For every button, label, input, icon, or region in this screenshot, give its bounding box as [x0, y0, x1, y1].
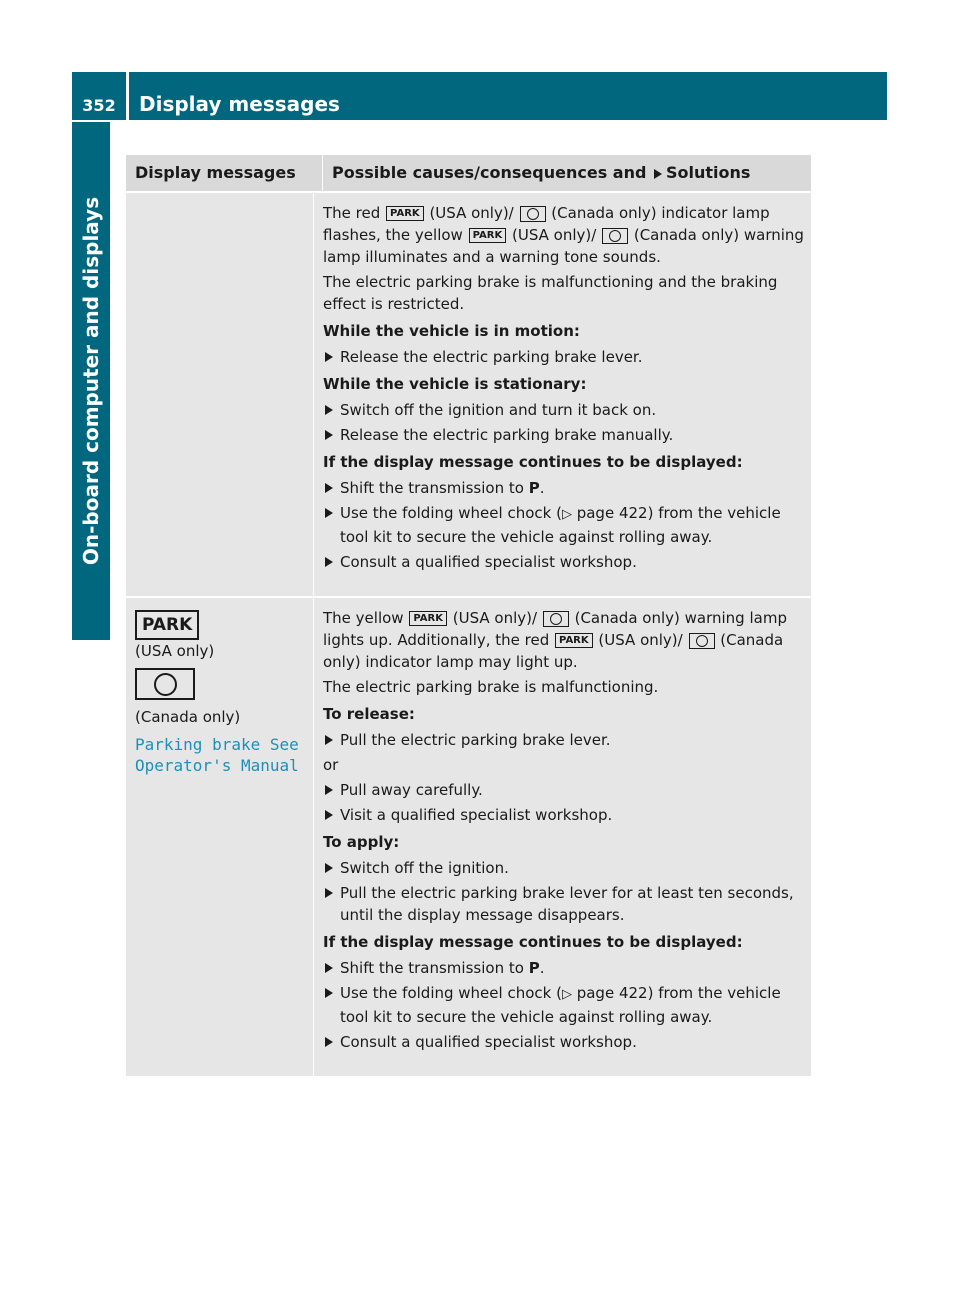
arrow-icon	[325, 483, 333, 493]
step-text: Pull the electric parking brake lever.	[340, 731, 611, 749]
table-row	[126, 596, 811, 1076]
canada-only-label: (Canada only)	[135, 708, 241, 726]
page-title: Display messages	[139, 92, 340, 116]
arrow-icon	[325, 430, 333, 440]
col-header-solutions-text-a: Possible causes/consequences and	[332, 163, 647, 182]
step-text: Consult a qualified specialist workshop.	[340, 1033, 637, 1051]
page-ref-icon: ▷	[561, 987, 572, 1002]
parking-brake-circle-icon	[689, 633, 715, 649]
arrow-icon	[325, 988, 333, 998]
table-header	[126, 155, 811, 191]
text: (USA only)/	[452, 609, 538, 627]
col-header-solutions-text-b: Solutions	[666, 163, 751, 182]
arrow-icon	[325, 735, 333, 745]
list-item	[323, 1031, 805, 1053]
text: (Canada only) indicator lamp flashes, the yellow	[323, 204, 770, 244]
arrow-icon	[325, 863, 333, 873]
parking-brake-circle-icon	[520, 206, 546, 222]
chapter-title: On-board computer and displays	[79, 196, 103, 566]
page-ref-icon: ▷	[561, 507, 572, 522]
text: (USA only)/	[598, 631, 683, 649]
step-text: Pull the electric parking brake lever for at least ten seconds, until the display message disappears.	[340, 884, 794, 924]
step-text: Release the electric parking brake manually.	[340, 426, 674, 444]
list-item	[323, 477, 805, 499]
step-text: Visit a qualified specialist workshop.	[340, 806, 613, 824]
parking-brake-circle-icon	[135, 668, 195, 700]
text: (USA only)/	[429, 204, 514, 222]
row2-heading-continues: If the display message continues to be displayed:	[323, 933, 743, 951]
list-item	[323, 551, 805, 573]
display-messages-table	[126, 155, 811, 1076]
list-item	[323, 502, 805, 548]
park-indicator-icon: PARK	[409, 611, 447, 626]
step-text: Consult a qualified specialist workshop.	[340, 553, 637, 571]
gear-letter: P	[528, 959, 540, 977]
text: The red	[323, 204, 381, 222]
step-text: Release the electric parking brake lever.	[340, 348, 643, 366]
col-header-solutions	[322, 155, 811, 191]
list-item	[323, 804, 805, 826]
list-item	[323, 424, 805, 446]
text: (Canada only) indicator lamp may light up.	[323, 631, 784, 671]
row1-intro	[323, 202, 805, 268]
list-item	[323, 729, 805, 751]
row1-heading-stationary: While the vehicle is stationary:	[323, 375, 587, 393]
row2-message-cell	[126, 598, 313, 1076]
gear-letter: P	[528, 479, 540, 497]
row1-solution-cell	[313, 193, 811, 596]
arrow-icon	[652, 163, 666, 182]
park-indicator-icon: PARK	[386, 206, 424, 221]
row1-cause: The electric parking brake is malfunctioning and the braking effect is restricted.	[323, 273, 778, 313]
arrow-icon	[325, 785, 333, 795]
arrow-icon	[325, 405, 333, 415]
step-text: Use the folding wheel chock (	[340, 504, 562, 522]
row2-or: or	[323, 756, 339, 774]
table-row	[126, 191, 811, 596]
step-text: Switch off the ignition.	[340, 859, 509, 877]
arrow-icon	[325, 963, 333, 973]
row2-cause: The electric parking brake is malfunctioning.	[323, 678, 659, 696]
parking-brake-circle-icon	[543, 611, 569, 627]
step-text: .	[539, 479, 545, 497]
arrow-icon	[325, 557, 333, 567]
arrow-icon	[325, 888, 333, 898]
park-warning-icon: PARK	[135, 610, 199, 640]
display-message-line2: Operator's Manual	[135, 756, 299, 775]
text: (USA only)/	[511, 226, 597, 244]
display-message-line1: Parking brake See	[135, 735, 299, 754]
step-text: Pull away carefully.	[340, 781, 483, 799]
row2-intro	[323, 607, 805, 673]
row2-heading-apply: To apply:	[323, 833, 400, 851]
step-text: Use the folding wheel chock (	[340, 984, 562, 1002]
step-text: .	[539, 959, 545, 977]
list-item	[323, 957, 805, 979]
arrow-icon	[325, 352, 333, 362]
step-text: page 422) from the vehicle tool kit to secure the vehicle against rolling away.	[340, 504, 781, 546]
list-item	[323, 399, 805, 421]
page-number: 352	[82, 96, 116, 115]
row2-heading-release: To release:	[323, 705, 415, 723]
park-indicator-icon: PARK	[469, 228, 507, 243]
list-item	[323, 779, 805, 801]
list-item	[323, 857, 805, 879]
text: (Canada only) warning lamp lights up. Additionally, the red	[323, 609, 787, 649]
col-header-messages: Display messages	[135, 163, 296, 182]
step-text: Shift the transmission to	[340, 479, 524, 497]
text: The yellow	[323, 609, 404, 627]
list-item	[323, 982, 805, 1028]
page-header	[72, 72, 887, 120]
header-divider	[126, 72, 129, 120]
step-text: Switch off the ignition and turn it back on.	[340, 401, 657, 419]
row2-solution-cell	[313, 598, 811, 1076]
row1-heading-continues: If the display message continues to be displayed:	[323, 453, 743, 471]
arrow-icon	[325, 1037, 333, 1047]
chapter-side-tab	[72, 122, 110, 640]
chapter-marker	[72, 590, 110, 640]
arrow-icon	[325, 810, 333, 820]
arrow-icon	[325, 508, 333, 518]
row1-message-cell	[126, 193, 313, 596]
park-indicator-icon: PARK	[555, 633, 593, 648]
list-item	[323, 882, 805, 926]
step-text: Shift the transmission to	[340, 959, 524, 977]
list-item	[323, 346, 805, 368]
text: (Canada only) warning lamp illuminates and a warning tone sounds.	[323, 226, 804, 266]
step-text: page 422) from the vehicle tool kit to secure the vehicle against rolling away.	[340, 984, 781, 1026]
usa-only-label: (USA only)	[135, 642, 215, 660]
parking-brake-circle-icon	[602, 228, 628, 244]
row1-heading-motion: While the vehicle is in motion:	[323, 322, 580, 340]
